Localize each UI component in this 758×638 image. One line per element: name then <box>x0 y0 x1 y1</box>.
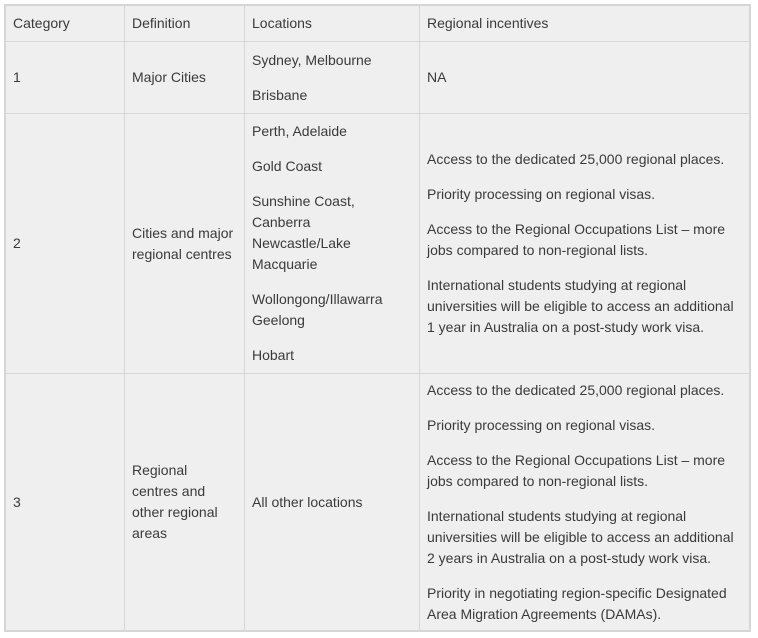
regional-categories-table-frame <box>4 4 751 632</box>
incentive-item: NA <box>427 69 447 85</box>
table-header-row <box>6 6 750 42</box>
header-definition: Definition <box>125 6 245 42</box>
regional-categories-table <box>5 5 750 631</box>
location-item: All other locations <box>252 493 363 510</box>
incentive-item: Priority processing on regional visas. <box>427 186 655 202</box>
header-incentives: Regional incentives <box>420 6 750 42</box>
location-item: Hobart <box>252 347 295 363</box>
cell-locations <box>245 114 420 374</box>
cell-definition: Regional centres and other regional areas <box>125 374 245 631</box>
table-row <box>6 114 750 374</box>
location-item: Perth, Adelaide <box>252 123 347 139</box>
incentive-item: Priority processing on regional visas. <box>427 416 655 433</box>
location-item: Sunshine Coast, Canberra Newcastle/Lake Macquarie <box>252 193 355 272</box>
cell-locations <box>245 374 420 631</box>
incentive-item: International students studying at regional universities will be eligible to access an additional 1 year in Australia on a post-study work visa. <box>427 277 734 335</box>
location-item: Brisbane <box>252 86 308 103</box>
cell-locations <box>245 42 420 114</box>
incentive-item: Access to the Regional Occupations List – more jobs compared to non-regional lists. <box>427 221 726 258</box>
cell-incentives <box>420 42 750 114</box>
incentive-item: Access to the dedicated 25,000 regional places. <box>427 151 725 167</box>
incentive-item: International students studying at regional universities will be eligible to access an additional 2 years in Australia on a post-study work visa. <box>427 507 734 566</box>
table-row <box>6 42 750 114</box>
location-item: Wollongong/Illawarra Geelong <box>252 291 383 328</box>
cell-definition: Cities and major regional centres <box>125 114 245 374</box>
location-item: Gold Coast <box>252 158 323 174</box>
header-locations: Locations <box>245 6 420 42</box>
table-row <box>6 374 750 631</box>
incentive-item: Priority in negotiating region-specific Designated Area Migration Agreements (DAMAs). <box>427 584 727 622</box>
cell-category: 1 <box>6 42 125 114</box>
incentive-item: Access to the Regional Occupations List – more jobs compared to non-regional lists. <box>427 451 726 489</box>
cell-category: 2 <box>6 114 125 374</box>
cell-incentives <box>420 114 750 374</box>
cell-category: 3 <box>6 374 125 631</box>
cell-definition: Major Cities <box>125 42 245 114</box>
incentive-item: Access to the dedicated 25,000 regional places. <box>427 381 725 398</box>
location-item: Sydney, Melbourne <box>252 51 372 68</box>
header-category: Category <box>6 6 125 42</box>
cell-incentives <box>420 374 750 631</box>
